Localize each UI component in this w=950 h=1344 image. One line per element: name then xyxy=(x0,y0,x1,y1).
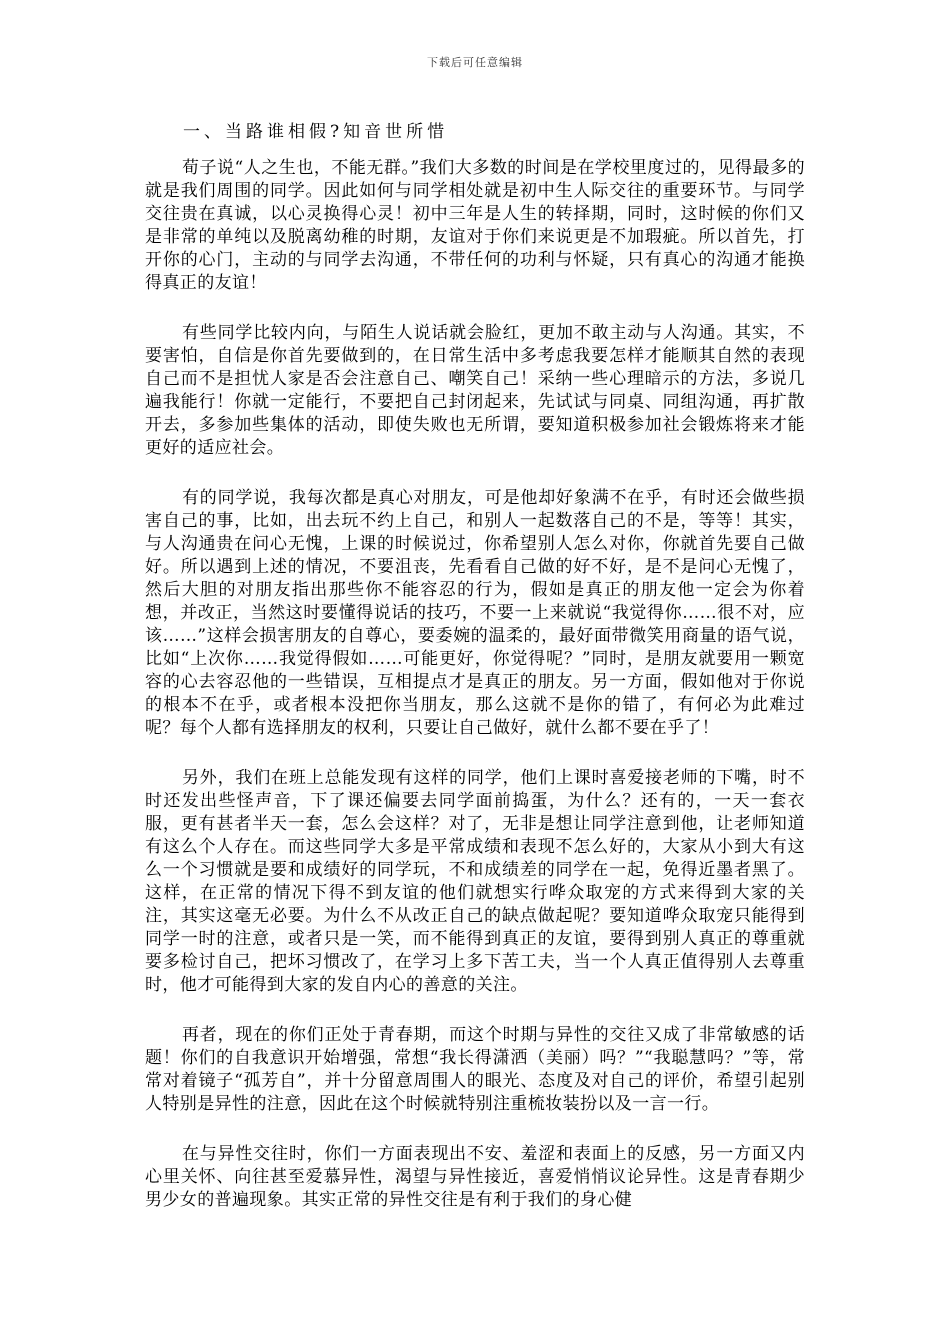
paragraph-3: 有的同学说，我每次都是真心对朋友，可是他却好象满不在乎，有时还会做些损害自己的事，比如，出去玩不约上自己，和别人一起数落自己的不是，等等！其实，与人沟通贵在问心无愧，上课的时候说过，你希望别人怎么对你，你就首先要自己做好。所以遇到上述的情况，不要沮丧，先看看自己做的好不好，是不是问心无愧了，然后大胆的对朋友指出那些你不能容忍的行为，假如是真正的朋友他一定会为你着想，并改正，当然这时要懂得说话的技巧，不要一上来就说“我觉得你……很不对，应该……”这样会损害朋友的自尊心，要委婉的温柔的，最好面带微笑用商量的语气说，比如“上次你……我觉得假如……可能更好，你觉得呢？”同时，是朋友就要用一颗宽容的心去容忍他的一些错误，互相提点才是真正的朋友。另一方面，假如他对于你说的根本不在乎，或者根本没把你当朋友，那么这就不是你的错了，有何必为此难过呢？每个人都有选择朋友的权利，只要让自己做好，就什么都不要在乎了！ xyxy=(145,488,805,738)
page-header-note: 下载后可任意编辑 xyxy=(427,56,523,69)
paragraph-6: 在与异性交往时，你们一方面表现出不安、羞涩和表面上的反感，另一方面又内心里关怀、向往甚至爱慕异性，渴望与异性接近，喜爱悄悄议论异性。这是青春期少男少女的普遍现象。其实正常的异性交往是有利于我们的身心健 xyxy=(145,1144,805,1210)
document-body xyxy=(145,157,805,1239)
paragraph-2: 有些同学比较内向，与陌生人说话就会脸红，更加不敢主动与人沟通。其实，不要害怕，自信是你首先要做到的，在日常生活中多考虑我要怎样才能顺其自然的表现自己而不是担忧人家是否会注意自己、嘲笑自己！采纳一些心理暗示的方法，多说几遍我能行！你就一定能行，不要把自己封闭起来，先试试与同桌、同组沟通，再扩散开去，多参加些集体的活动，即使失败也无所谓，要知道积极参加社会锻炼将来才能更好的适应社会。 xyxy=(145,323,805,458)
paragraph-1: 荀子说“人之生也，不能无群。”我们大多数的时间是在学校里度过的，见得最多的就是我们周围的同学。因此如何与同学相处就是初中生人际交往的重要环节。与同学交往贵在真诚，以心灵换得心灵！初中三年是人生的转择期，同时，这时候的你们又是非常的单纯以及脱离幼稚的时期，友谊对于你们来说更是不加瑕疵。所以首先，打开你的心门，主动的与同学去沟通，不带任何的功利与怀疑，只有真心的沟通才能换得真正的友谊！ xyxy=(145,158,805,293)
paragraph-4: 另外，我们在班上总能发现有这样的同学，他们上课时喜爱接老师的下嘴，时不时还发出些怪声音，下了课还偏要去同学面前捣蛋，为什么？还有的，一天一套衣服，更有甚者半天一套，怎么会这样？对了，无非是想让同学注意到他，让老师知道有这么个人存在。而这些同学大多是平常成绩和表现不怎么好的，大家从小到大有这么一个习惯就是要和成绩好的同学玩，不和成绩差的同学在一起，免得近墨者黑了。这样，在正常的情况下得不到友谊的他们就想实行哗众取宠的方式来得到大家的关注，其实这毫无必要。为什么不从改正自己的缺点做起呢？要知道哗众取宠只能得到同学一时的注意，或者只是一笑，而不能得到真正的友谊，要得到别人真正的尊重就要多检讨自己，把坏习惯改了，在学习上多下苦工夫，当一个人真正值得别人去尊重时，他才可能得到大家的发自内心的善意的关注。 xyxy=(145,768,805,995)
section-title: 一、当路谁相假?知音世所惜 xyxy=(183,122,449,142)
paragraph-5: 再者，现在的你们正处于青春期，而这个时期与异性的交往又成了非常敏感的话题！你们的自我意识开始增强，常想“我长得潇洒（美丽）吗？”“我聪慧吗？”等，常常对着镜子“孤芳自”，并十分留意周围人的眼光、态度及对自己的评价，希望引起别人特别是异性的注意，因此在这个时候就特别注重梳妆装扮以及一言一行。 xyxy=(145,1025,805,1114)
